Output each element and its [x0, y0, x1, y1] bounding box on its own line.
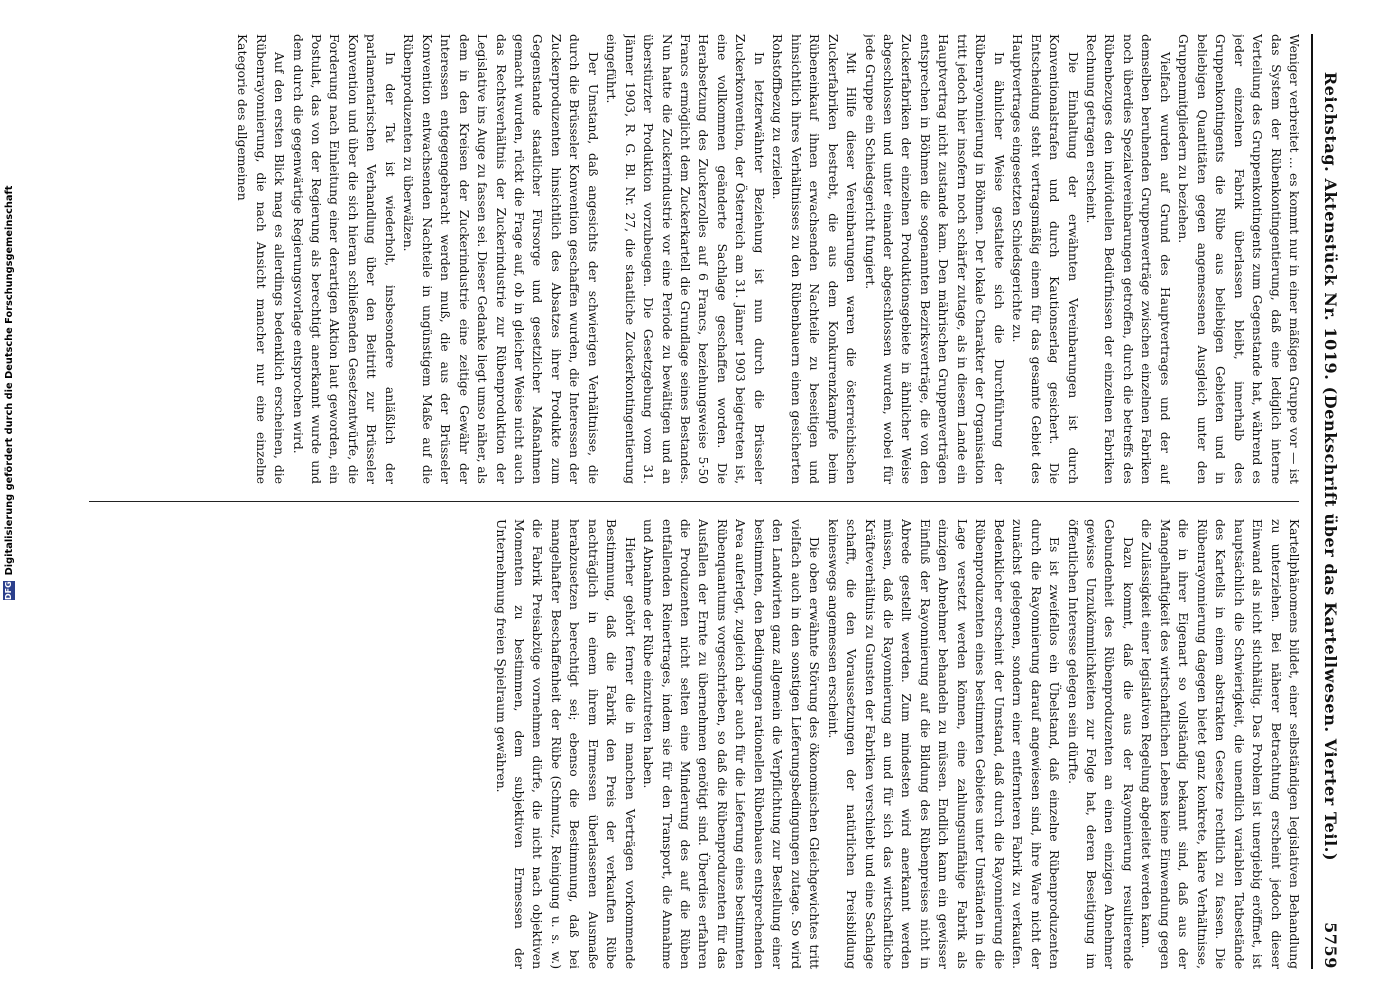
paragraph: In ähnlicher Weise gestaltete sich die Durchführung der Rübenrayonnierung in Böhmen. Der lokale Charakter der Organisation tritt jedoch hier insofern noch schärfer zutage, als in diesem Lande ein Hauptvertrag nicht zustande kam. Den mährischen Gruppenverträgen entsprechen in Böhmen die sogenannten Bezirksverträge, die von den Zuckerfabriken der einzelnen Produktionsgebiete in ähnlicher Weise abgeschlossen und unter einander abgeschlossen wurden, wobei für jede Gruppe ein Schiedsgericht fungiert. [862, 34, 1006, 484]
paragraph: Mit Hilfe dieser Vereinbarungen waren die österreichischen Zuckerfabriken bestrebt, die aus dem Konkurrenzkampfe beim Rübeneinkauf ihnen erwachsenden Nachteile zu beseitigen und hinsichtlich ihres Verhältnisses zu den Rübenbauern einen gesicherten Rohstoffbezug zu erzielen. [770, 34, 859, 484]
running-title: Reichstag. Aktenstück Nr. 1019. (Denkschrift über das Kartellwesen. Vierter Teil.) [1321, 71, 1341, 862]
document-page [75, 34, 1345, 969]
header-rule [1311, 34, 1313, 969]
paragraph: Dazu kommt, daß die aus der Rayonnierung resultierende Gebundenheit des Rübenproduzenten an einen einzigen Abnehmer gewisse Unzukömmlichkeiten zur Folge hat, deren Beseitigung im öffentlichen Interesse gelegen sein dürfte. [1065, 519, 1135, 969]
column-divider [89, 501, 1299, 502]
paragraph: Hierher gehört ferner die in manchen Verträgen vorkommende Bestimmung, daß die Fabrik den Preis der verkauften Rübe nachträglich in einem ihrem Ermessen überlassenen Ausmaße herabzusetzen berechtigt sei; ebenso die Bestimmung, daß bei mangelhafter Beschaffenheit der Rübe (Schmutz, Reinigung u. s. w.) die Fabrik Preisabzüge vornehmen dürfe, die nicht nach objektiven Momenten zu bestimmen, dem subjektiven Ermessen der Unternehmung freien Spielraum gewähren. [493, 519, 637, 969]
paragraph: Die Einhaltung der erwähnten Vereinbarungen ist durch Konventionalstrafen und durch Kautionserlag gesichert. Die Entscheidung steht vertragsmäßig einem für das gesamte Gebiet des Hauptvertrages eingesetzten Schiedsgerichte zu. [1010, 34, 1080, 484]
paragraph: Die oben erwähnte Störung des ökonomischen Gleichgewichtes tritt vielfach auch in den sonstigen Lieferungsbedingungen zutage. So wird den Landwirten ganz allgemein die Verpflichtung zur Bestellung einer bestimmten, den Bedingungen rationellen Rübenbaues entsprechenden Area auferlegt, zugleich aber auch für die Lieferung eines bestimmten Rübenquantums vorgeschrieben, so daß die Rübenproduzenten für das Ausfallen der Ernte zu übernehmen genötigt sind. Überdies erfahren die Produzenten nicht selten eine Minderung des auf die Rüben entfallenden Reinertrages, indem sie für den Transport, die Annahme und Abnahme der Rübe einzutreten haben. [641, 519, 822, 969]
paragraph: Der Umstand, daß angesichts der schwierigen Verhältnisse, die durch die Brüsseler Konvention geschaffen wurden, die Interessen der Zuckerproduzenten hinsichtlich des Absatzes ihrer Produkte zum Gegenstande staatlicher Fürsorge und gesetzlicher Maßnahmen gemacht wurden, rückt die Frage auf, ob in gleicher Weise nicht auch das Rechtsverhältnis der Zuckerindustrie zur Rübenproduktion der Legislative ins Auge zu fassen sei. Dieser Gedanke liegt umso näher, als dem in den Kreisen der Zuckerindustrie eine zeitige Gewähr der Interessen entgegengebracht werden muß, die aus der Brüsseler Konvention entwachsenden Nachteile in ungünstigem Maße auf die Rübenproduzenten zu überwälzen. [401, 34, 600, 484]
paragraph: Es ist zweifellos ein Übelstand, daß einzelne Rübenproduzenten durch die Rayonnierung darauf angewiesen sind, ihre Ware nicht der zunächst gelegenen, sondern einer entfernteren Fabrik zu verkaufen. Bedenklicher erscheint der Umstand, daß durch die Rayonnierung die Rübenproduzenten eines bestimmten Gebietes unter Umständen in die Lage versetzt werden können, eine zahlungsunfähige Fabrik als einzigen Abnehmer behandeln zu müssen. Endlich kann ein gewisser Einfluß der Rayonnierung auf die Bildung des Rübenpreises nicht in Abrede gestellt werden. Zum mindesten wird anerkannt werden müssen, daß die Rayonnierung an und für sich das wirtschaftliche Kräfteverhältnis zu Gunsten der Fabriken verschiebt und eine Sachlage schafft, die den Voraussetzungen der natürlichen Preisbildung keineswegs angemessen erscheint. [825, 519, 1062, 969]
paragraph: In letzterwähnter Beziehung ist nun durch die Brüsseler Zuckerkonvention, der Österreich am 31. Jänner 1903 beigetreten ist, eine vollkommen geänderte Sachlage geschaffen worden. Die Herabsetzung des Zuckerzolles auf 6 Francs, beziehungsweise 5·50 Francs ermöglicht dem Zuckerkartell die Grundlage seines Bestandes. Nun hatte die Zuckerindustrie vor eine Periode zu bewältigen und an überstürzter Produktion vorzubeugen. Die Gesetzgebung vom 31. Jänner 1903, R. G. Bl. Nr. 27, die staatliche Zuckerkontingentierung eingeführt. [604, 34, 766, 484]
dfg-logo-icon: DFG [4, 581, 13, 600]
paragraph: Auf den ersten Blick mag es allerdings bedenklich erscheinen, die Rübenrayonnierung, die nach Ansicht mancher nur eine einzelne Kategorie des allgemeinen [235, 34, 287, 484]
paragraph: Weniger verbreitet ... es kommt nur in einer mäßigen Gruppe vor — ist das System der Rübenkontingentierung, daß eine lediglich interne Verteilung des Gruppenkontingents zum Gegenstande hat, während es jeder einzelnen Fabrik überlassen bleibt, innerhalb des Gruppenkontingents die Rübe aus beliebigen Gebieten und in beliebigen Quantitäten gegen angemessenen Ausgleich unter den Gruppenmitgliedern zu beziehen. [1176, 34, 1301, 484]
text-column-left [83, 34, 1303, 484]
credit-text: Digitalisierung gefördert durch die Deutsche Forschungsgemeinschaft [3, 185, 15, 576]
paragraph: In der Tat ist wiederholt, insbesondere anläßlich der parlamentarischen Verhandlung über den Beitritt zur Brüsseler Konvention und über die sich hieran schließenden Gesetzentwürfe, die Forderung nach Einleitung einer derartigen Aktion laut geworden, ein Postulat, das von der Regierung als berechtigt anerkannt wurde und dem durch die gegenwärtige Regierungsvorlage entsprochen wird. [290, 34, 397, 484]
paragraph: Vielfach wurden auf Grund des Hauptvertrages und der auf demselben beruhenden Gruppenverträge zwischen einzelnen Fabriken noch überdies Spezialvereinbarungen getroffen, durch die betreffs des Rübenbezuges den individuellen Bedürfnissen der einzelnen Fabriken Rechnung getragen erscheint. [1084, 34, 1172, 484]
digitization-credit [2, 185, 16, 600]
paragraph: Kartellphänomens bildet, einer selbständigen legislativen Behandlung zu unterziehen. Bei näherer Betrachtung erscheint jedoch dieser Einwand als nicht stichhältig. Das Problem ist unergiebig eröffnet, ist hauptsächlich die Schwierigkeit, die unendlich variablen Tatbestände des Kartells in einem abstrakten Gesetze rechtlich zu fassen. Die Rübenrayonnierung dagegen bietet ganz konkrete, klare Verhältnisse, die in ihrer Eigenart so vollständig bekannt sind, daß aus der Mangelhaftigkeit des wirtschaftlichen Lebens keine Einwendung gegen die Zulässigkeit einer legislativen Regelung abgeleitet werden kann. [1139, 519, 1301, 969]
page-header [1317, 34, 1345, 969]
text-column-right [83, 519, 1303, 969]
page-number: 5759 [1321, 922, 1341, 969]
